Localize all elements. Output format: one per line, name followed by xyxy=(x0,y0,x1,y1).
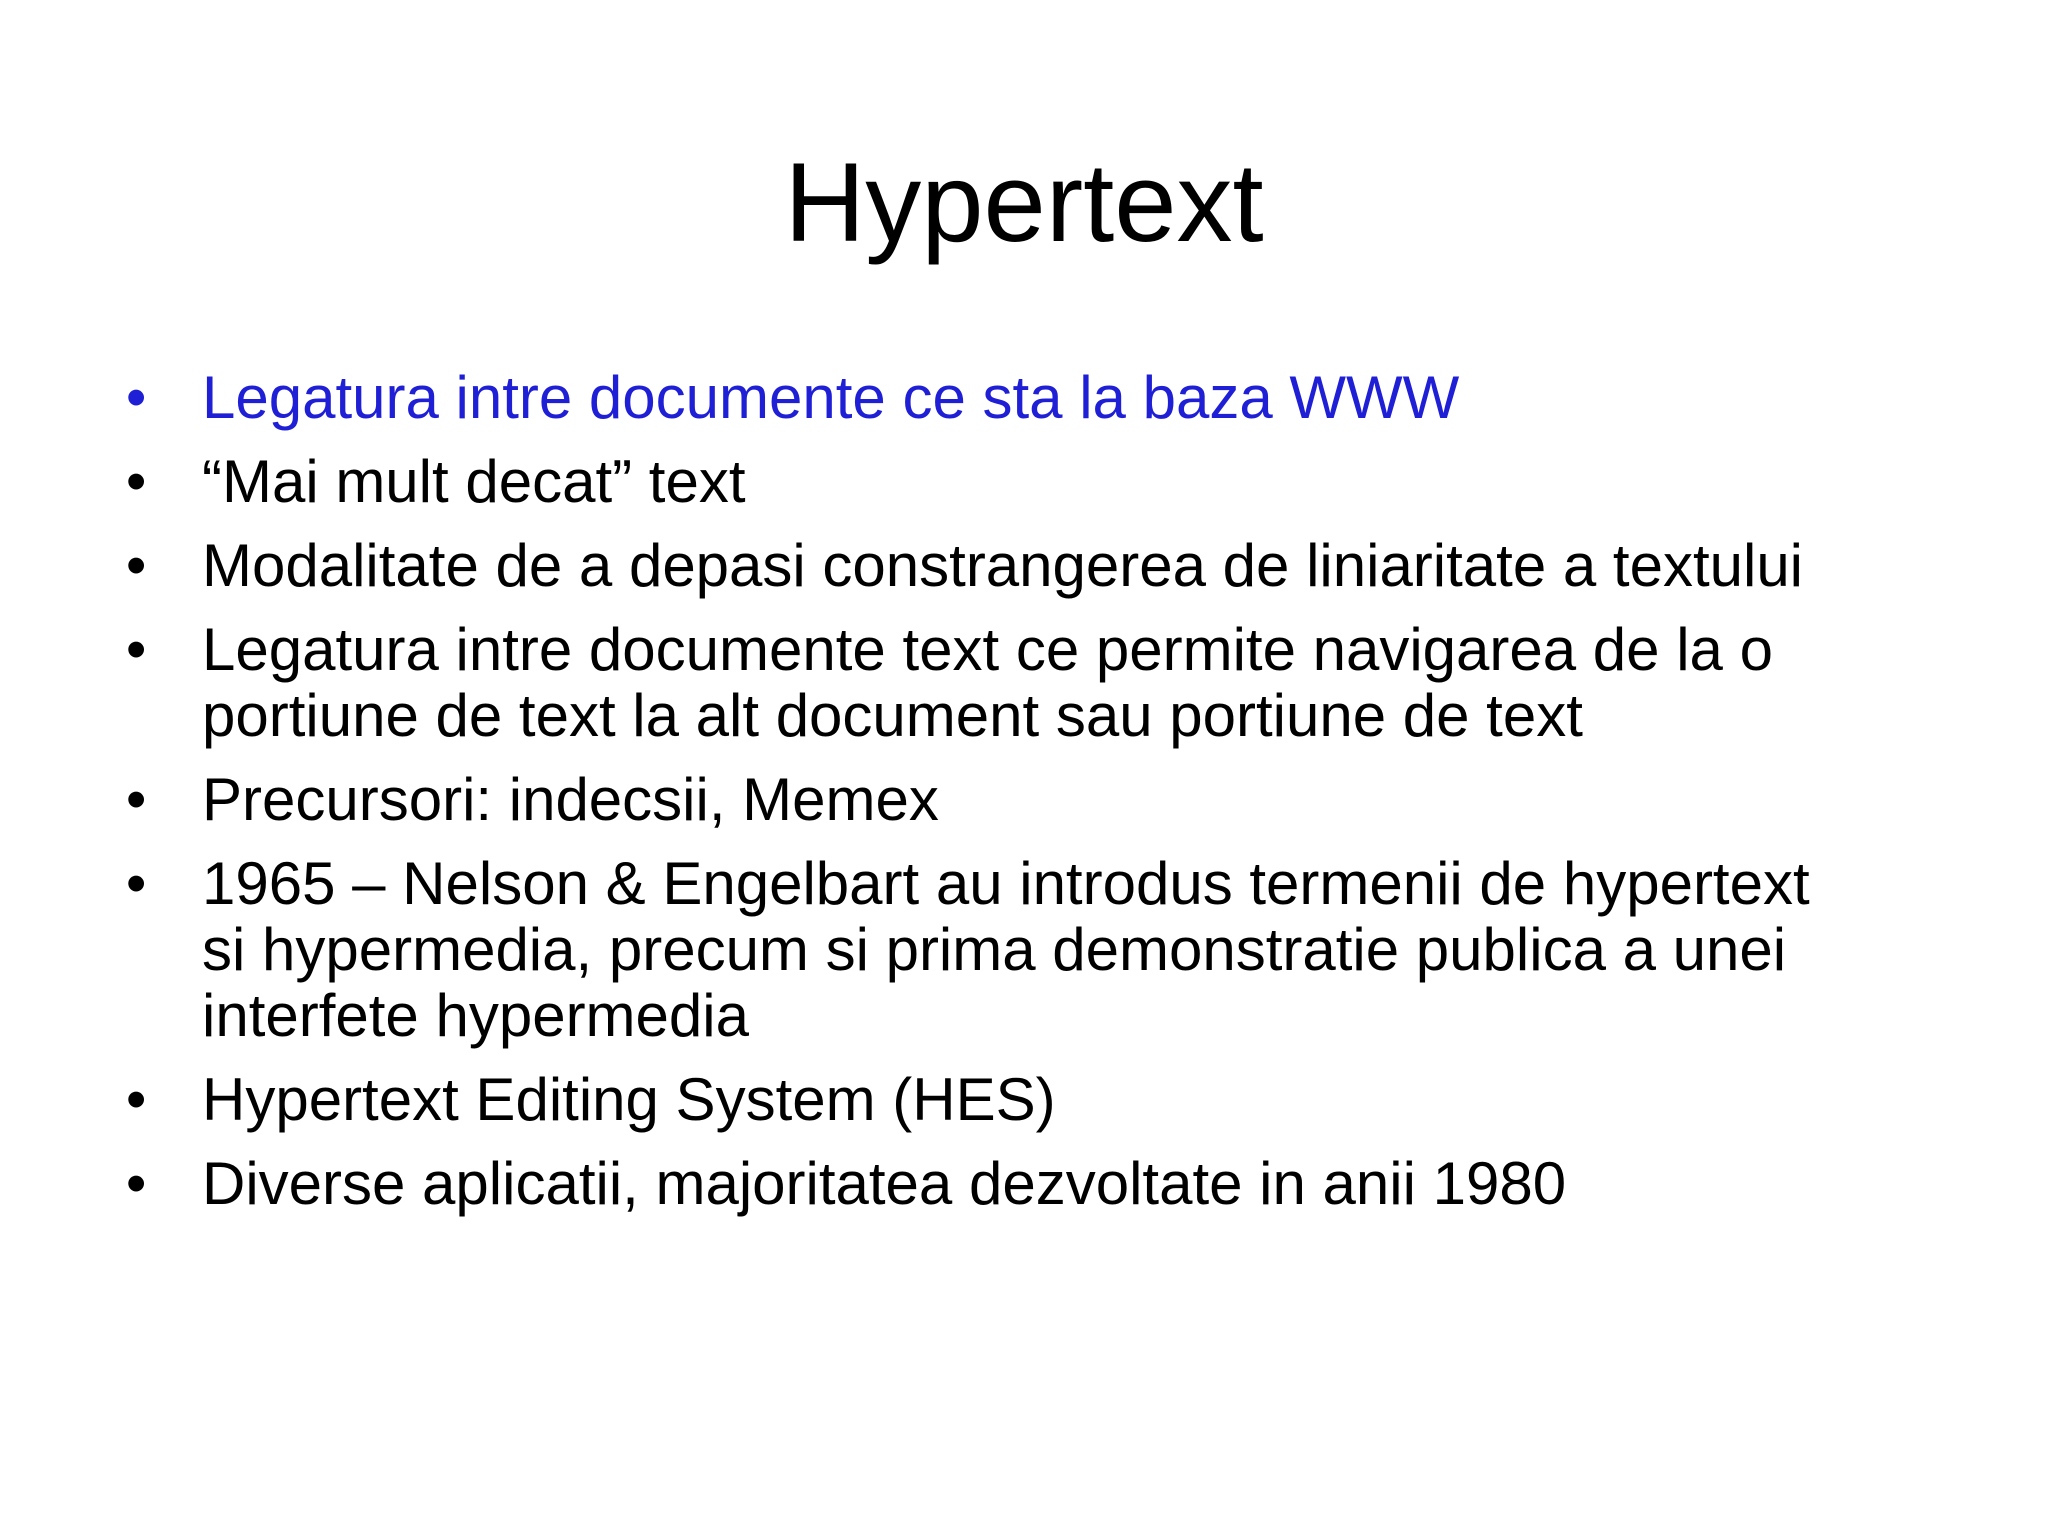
bullet-text: 1965 – Nelson & Engelbart au introdus termenii de hypertext si hypermedia, precum si prima demonstratie publica a unei interfete hypermedia xyxy=(202,850,1810,1049)
bullet-dot-icon: • xyxy=(126,851,147,916)
bullet-dot-icon: • xyxy=(126,1067,147,1132)
bullet-item xyxy=(118,533,1948,599)
bullet-item xyxy=(118,1067,1948,1133)
bullet-dot-icon: • xyxy=(126,533,147,598)
bullet-text: Diverse aplicatii, majoritatea dezvoltate in anii 1980 xyxy=(202,1150,1567,1217)
bullet-item xyxy=(118,767,1948,833)
bullet-text: Legatura intre documente ce sta la baza WWW xyxy=(202,364,1460,431)
bullet-list xyxy=(118,365,1948,1235)
bullet-item xyxy=(118,851,1948,1049)
bullet-text: “Mai mult decat” text xyxy=(202,448,746,515)
bullet-dot-icon: • xyxy=(126,365,147,430)
bullet-item xyxy=(118,449,1948,515)
bullet-text: Modalitate de a depasi constrangerea de liniaritate a textului xyxy=(202,532,1804,599)
bullet-dot-icon: • xyxy=(126,767,147,832)
bullet-dot-icon: • xyxy=(126,1151,147,1216)
slide-title: Hypertext xyxy=(784,140,1264,265)
bullet-item xyxy=(118,617,1948,749)
bullet-item xyxy=(118,1151,1948,1217)
bullet-dot-icon: • xyxy=(126,617,147,682)
bullet-text: Legatura intre documente text ce permite navigarea de la o portiune de text la alt document sau portiune de text xyxy=(202,616,1773,749)
bullet-text: Hypertext Editing System (HES) xyxy=(202,1066,1056,1133)
bullet-item xyxy=(118,365,1948,431)
bullet-dot-icon: • xyxy=(126,449,147,514)
bullet-text: Precursori: indecsii, Memex xyxy=(202,766,939,833)
